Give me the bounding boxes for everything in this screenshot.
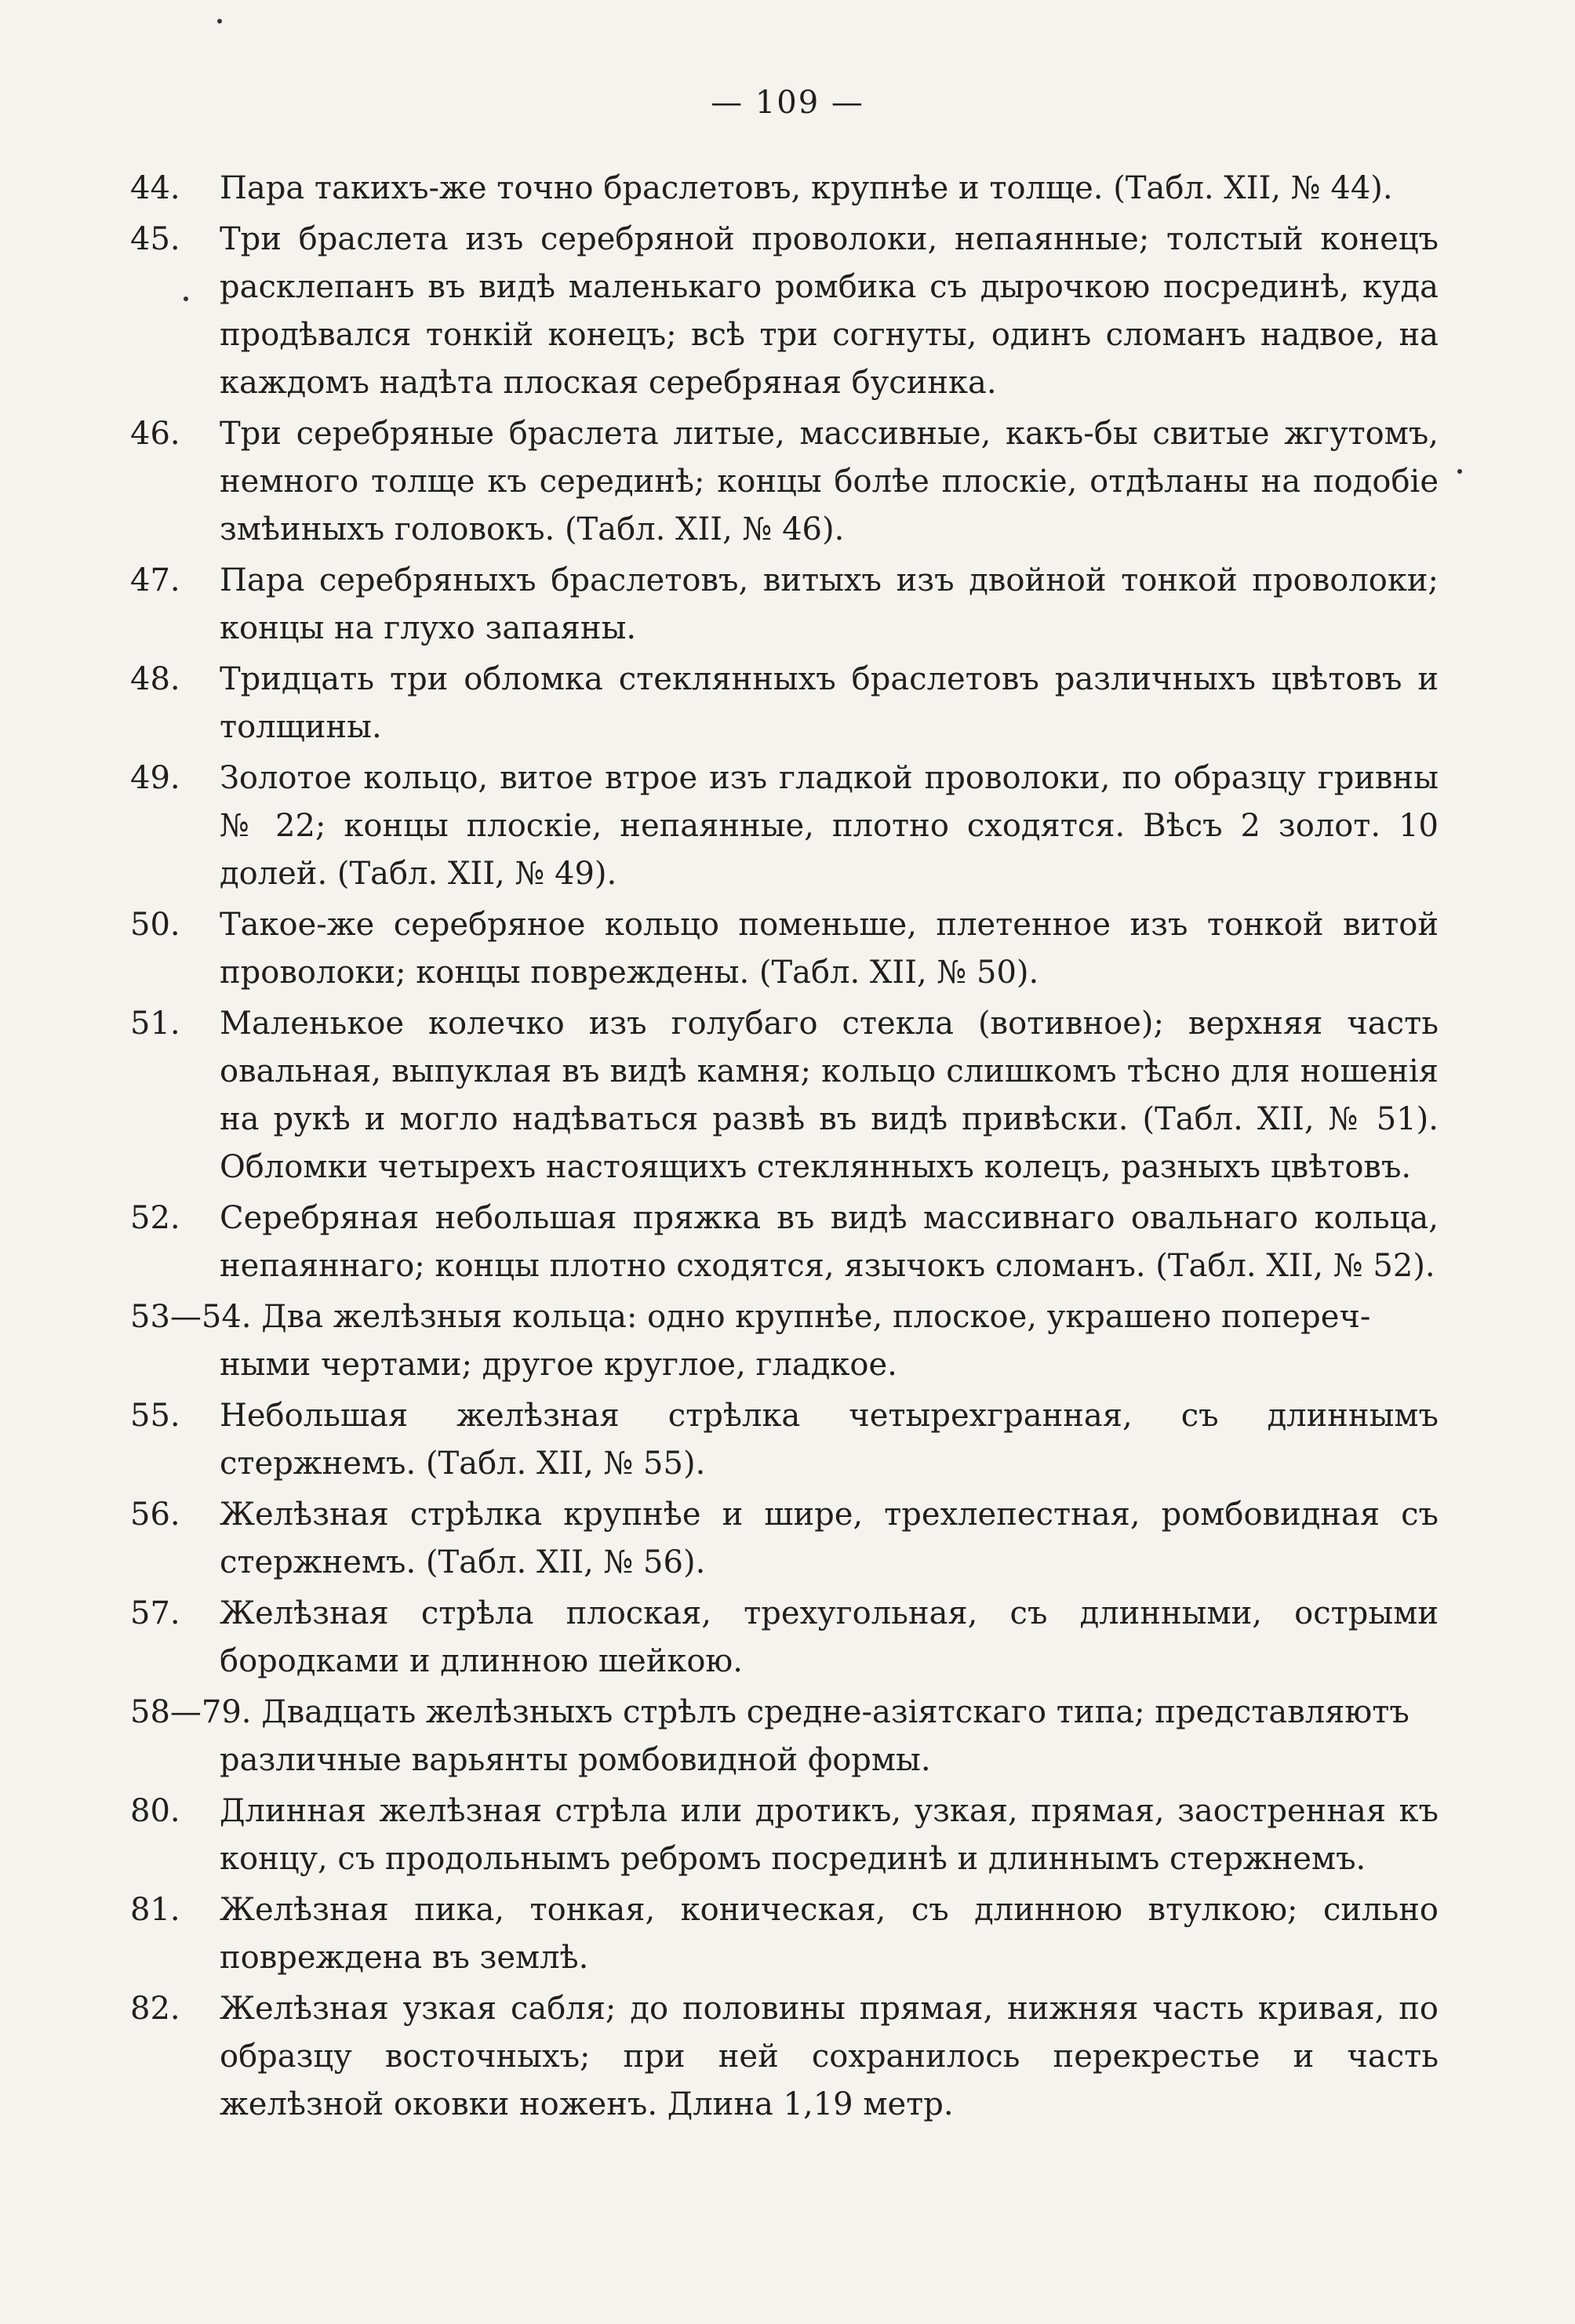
entry-text-continued: ными чертами; другое круглое, гладкое. bbox=[220, 1347, 897, 1383]
entry-number: 45. bbox=[130, 221, 180, 257]
entry-text-continued: различные варьянты ромбовидной формы. bbox=[220, 1742, 931, 1778]
entry-first-line bbox=[130, 1689, 1439, 1737]
list-item bbox=[130, 216, 1439, 407]
print-speck bbox=[217, 19, 222, 24]
list-item bbox=[130, 1293, 1439, 1389]
entry-text: Желѣзная стрѣлка крупнѣе и шире, трехлепестная, ромбовидная съ стержнемъ. (Табл. XII, № 56). bbox=[220, 1497, 1439, 1580]
list-item bbox=[130, 1985, 1439, 2129]
entry-text: Серебряная небольшая пряжка въ видѣ массивнаго овальнаго кольца, непаяннаго; концы плотно сходятся, язычокъ сломанъ. (Табл. XII, № 52). bbox=[220, 1200, 1439, 1284]
entry-text: Желѣзная стрѣла плоская, трехугольная, съ длинными, острыми бородками и длинною шейкою. bbox=[220, 1595, 1439, 1679]
entry-text: Желѣзная пика, тонкая, коническая, съ длинною втулкою; сильно повреждена въ землѣ. bbox=[220, 1892, 1439, 1976]
entry-text: Небольшая желѣзная стрѣлка четырехгранная, съ длиннымъ стержнемъ. (Табл. XII, № 55). bbox=[220, 1398, 1439, 1482]
list-item bbox=[130, 1689, 1439, 1784]
entry-number: 82. bbox=[130, 1991, 180, 2027]
entry-number: 52. bbox=[130, 1200, 180, 1236]
entry-text: Три браслета изъ серебряной проволоки, непаянные; толстый конецъ расклепанъ въ видѣ маленькаго ромбика съ дырочкою посрединѣ, куда продѣвался тонкій конецъ; всѣ три согнуты, одинъ сломанъ надвое, на каждомъ надѣта плоская серебряная бусинка. bbox=[220, 221, 1439, 401]
entry-number: 47. bbox=[130, 562, 180, 598]
list-item bbox=[130, 1788, 1439, 1883]
list-item bbox=[130, 410, 1439, 554]
list-item bbox=[130, 1590, 1439, 1686]
entry-number: 50. bbox=[130, 907, 180, 943]
entry-list bbox=[130, 165, 1439, 2132]
entry-text: Маленькое колечко изъ голубаго стекла (вотивное); верхняя часть овальная, выпуклая въ видѣ камня; кольцо слишкомъ тѣсно для ношенія на рукѣ и могло надѣваться развѣ въ видѣ привѣски. (Табл. XII, № 51). Обломки четырехъ настоящихъ стеклянныхъ колецъ, разныхъ цвѣтовъ. bbox=[220, 1006, 1439, 1185]
entry-text: Желѣзная узкая сабля; до половины прямая, нижняя часть кривая, по образцу восточныхъ; при ней сохранилось перекрестье и часть желѣзной оковки ноженъ. Длина 1,19 метр. bbox=[220, 1991, 1439, 2122]
entry-text: Три серебряные браслета литые, массивные, какъ-бы свитые жгутомъ, немного толще къ серединѣ; концы болѣе плоскіе, отдѣланы на подобіе змѣиныхъ головокъ. (Табл. XII, № 46). bbox=[220, 416, 1439, 547]
entry-number: 48. bbox=[130, 661, 180, 697]
entry-number: 49. bbox=[130, 760, 180, 796]
entry-text: Золотое кольцо, витое втрое изъ гладкой проволоки, по образцу гривны № 22; концы плоскіе, непаянные, плотно сходятся. Вѣсъ 2 золот. 10 долей. (Табл. XII, № 49). bbox=[220, 760, 1439, 892]
entry-number: 80. bbox=[130, 1793, 180, 1829]
entry-number: 81. bbox=[130, 1892, 180, 1928]
list-item bbox=[130, 165, 1439, 213]
list-item bbox=[130, 1491, 1439, 1587]
entry-number: 57. bbox=[130, 1595, 180, 1631]
entry-number: 46. bbox=[130, 416, 180, 452]
entry-text: Длинная желѣзная стрѣла или дротикъ, узкая, прямая, заостренная къ концу, съ продольнымъ ребромъ посрединѣ и длиннымъ стержнемъ. bbox=[220, 1793, 1439, 1877]
entry-number: 44. bbox=[130, 170, 180, 206]
entry-number: 53—54. bbox=[130, 1299, 252, 1335]
list-item bbox=[130, 1886, 1439, 1982]
entry-text: Два желѣзныя кольца: одно крупнѣе, плоское, украшено попереч- bbox=[261, 1299, 1371, 1335]
list-item bbox=[130, 901, 1439, 997]
print-speck bbox=[184, 296, 188, 301]
entry-number: 56. bbox=[130, 1497, 180, 1533]
entry-text: Двадцать желѣзныхъ стрѣлъ средне-азіятскаго типа; представляютъ bbox=[261, 1694, 1409, 1730]
entry-text: Тридцать три обломка стеклянныхъ браслетовъ различныхъ цвѣтовъ и толщины. bbox=[220, 661, 1439, 745]
entry-number: 55. bbox=[130, 1398, 180, 1434]
list-item bbox=[130, 1000, 1439, 1191]
entry-number: 58—79. bbox=[130, 1694, 252, 1730]
list-item bbox=[130, 1392, 1439, 1488]
entry-number: 51. bbox=[130, 1006, 180, 1042]
print-speck bbox=[1457, 469, 1462, 474]
page-number: — 109 — bbox=[711, 85, 864, 121]
entry-text: Такое-же серебряное кольцо поменьше, плетенное изъ тонкой витой проволоки; концы повреждены. (Табл. XII, № 50). bbox=[220, 907, 1439, 991]
entry-text: Пара такихъ-же точно браслетовъ, крупнѣе и толще. (Табл. XII, № 44). bbox=[220, 170, 1393, 206]
list-item bbox=[130, 755, 1439, 898]
list-item bbox=[130, 557, 1439, 653]
list-item bbox=[130, 656, 1439, 751]
entry-first-line bbox=[130, 1293, 1439, 1341]
list-item bbox=[130, 1195, 1439, 1290]
entry-text: Пара серебряныхъ браслетовъ, витыхъ изъ двойной тонкой проволоки; концы на глухо запаяны. bbox=[220, 562, 1439, 646]
